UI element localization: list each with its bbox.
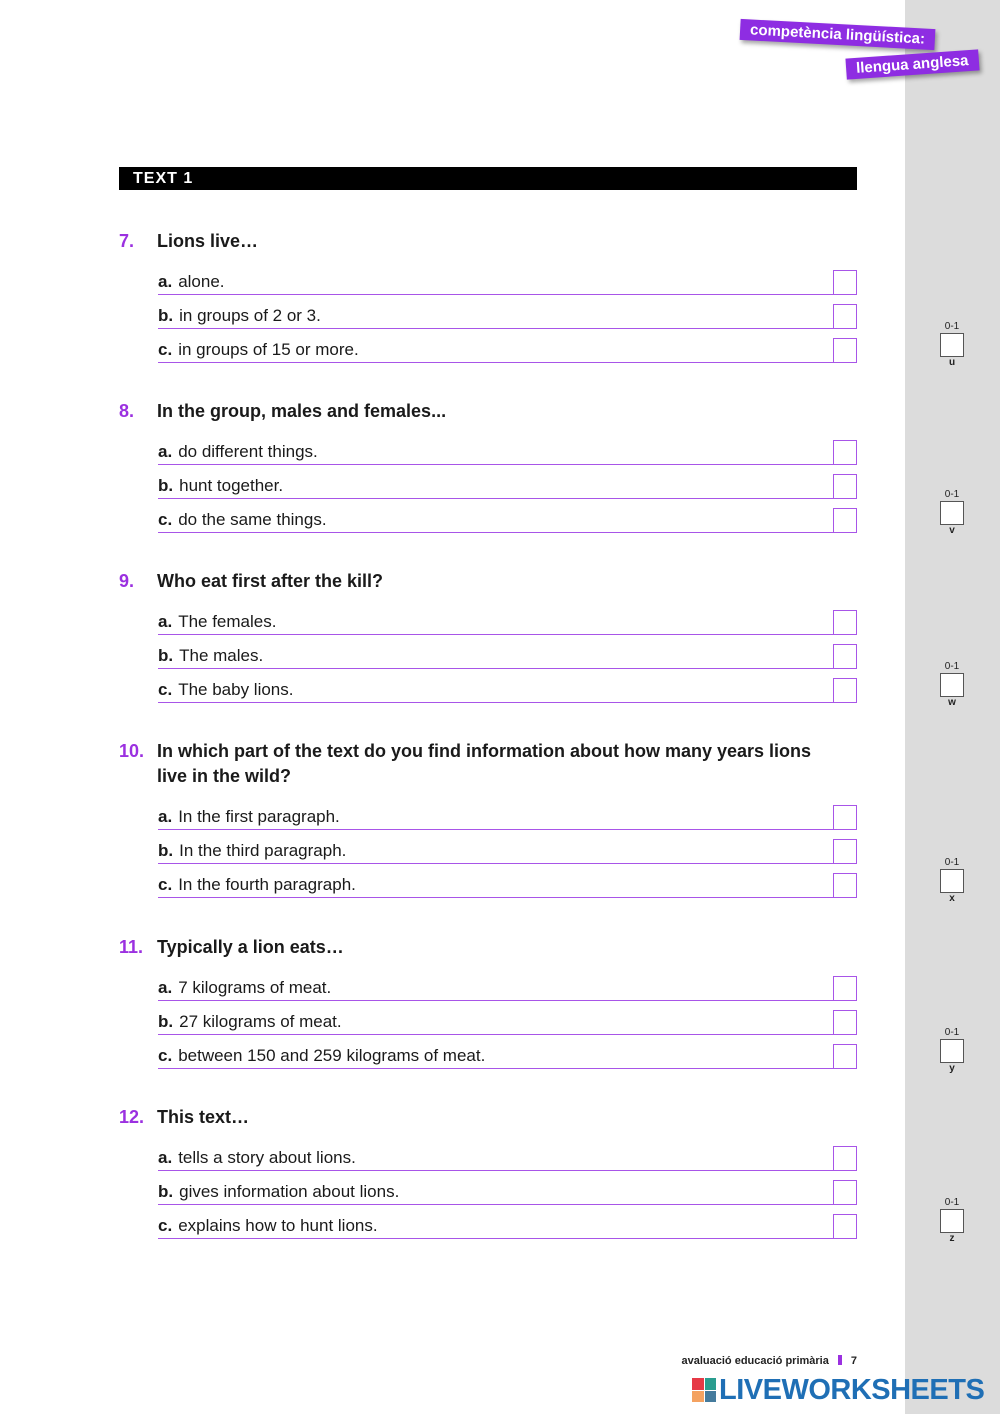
answer-checkbox[interactable]: [833, 1180, 857, 1204]
score-box[interactable]: [940, 1209, 964, 1233]
answer-checkbox[interactable]: [833, 474, 857, 498]
score-letter: u: [948, 357, 956, 368]
option-letter: a.: [158, 1148, 173, 1167]
question-number: 8.: [119, 401, 135, 421]
score-letter: w: [948, 697, 956, 708]
question-number: 12.: [119, 1107, 145, 1127]
question-8: [119, 399, 857, 533]
question-text: In which part of the text do you find information about how many years lions live in the wild?: [157, 741, 812, 786]
score-w: [938, 661, 966, 709]
option-a: [158, 1137, 857, 1171]
subject-tag-line2: llengua anglesa: [845, 49, 979, 79]
question-12: [119, 1105, 857, 1239]
score-letter: y: [949, 1063, 955, 1074]
answer-checkbox[interactable]: [833, 508, 857, 532]
option-a: [158, 601, 857, 635]
section-title: TEXT 1: [119, 167, 857, 190]
answer-checkbox[interactable]: [833, 270, 857, 294]
option-b: [158, 635, 857, 669]
option-c: [158, 329, 857, 363]
option-a: [158, 431, 857, 465]
question-number: 7.: [119, 231, 135, 251]
page-number: 7: [850, 1355, 857, 1367]
score-range: 0-1: [944, 661, 960, 672]
question-text: Typically a lion eats…: [157, 937, 344, 957]
answer-checkbox[interactable]: [833, 1010, 857, 1034]
option-letter: b.: [158, 306, 174, 325]
answer-checkbox[interactable]: [833, 976, 857, 1000]
score-range: 0-1: [944, 857, 960, 868]
score-u: [938, 321, 966, 369]
answer-checkbox[interactable]: [833, 440, 857, 464]
option-text: In the fourth paragraph.: [178, 875, 356, 894]
footer-label: avaluació educació primària: [681, 1355, 829, 1367]
score-v: [938, 489, 966, 537]
option-letter: c.: [158, 680, 173, 699]
score-range: 0-1: [944, 321, 960, 332]
option-c: [158, 1035, 857, 1069]
option-b: [158, 830, 857, 864]
score-range: 0-1: [944, 489, 960, 500]
page-footer: [620, 1355, 857, 1367]
answer-checkbox[interactable]: [833, 839, 857, 863]
question-9: [119, 569, 857, 703]
answer-checkbox[interactable]: [833, 1146, 857, 1170]
option-letter: c.: [158, 1216, 173, 1235]
score-y: [938, 1027, 966, 1075]
score-z: [938, 1197, 966, 1245]
option-letter: b.: [158, 1012, 174, 1031]
option-text: tells a story about lions.: [178, 1148, 356, 1167]
option-letter: a.: [158, 272, 173, 291]
option-text: in groups of 2 or 3.: [179, 306, 321, 325]
watermark-text: LIVEWORKSHEETS: [719, 1373, 985, 1406]
answer-checkbox[interactable]: [833, 644, 857, 668]
footer-separator: [838, 1355, 842, 1365]
option-b: [158, 1001, 857, 1035]
question-11: [119, 935, 857, 1069]
question-text: This text…: [157, 1107, 250, 1127]
score-x: [938, 857, 966, 905]
option-text: The baby lions.: [178, 680, 294, 699]
option-text: alone.: [178, 272, 225, 291]
liveworksheets-watermark: [692, 1373, 984, 1407]
liveworksheets-logo-icon: [692, 1378, 716, 1402]
option-letter: c.: [158, 875, 173, 894]
question-number: 11.: [119, 937, 144, 957]
score-box[interactable]: [940, 333, 964, 357]
option-text: in groups of 15 or more.: [178, 340, 359, 359]
option-text: The females.: [178, 612, 277, 631]
option-text: do the same things.: [178, 510, 327, 529]
question-10: [119, 739, 857, 898]
option-letter: a.: [158, 978, 173, 997]
score-box[interactable]: [940, 869, 964, 893]
option-letter: c.: [158, 340, 173, 359]
option-b: [158, 295, 857, 329]
option-text: gives information about lions.: [179, 1182, 400, 1201]
answer-checkbox[interactable]: [833, 1044, 857, 1068]
score-range: 0-1: [944, 1197, 960, 1208]
score-letter: z: [949, 1233, 955, 1244]
option-letter: b.: [158, 841, 174, 860]
option-c: [158, 1205, 857, 1239]
option-a: [158, 261, 857, 295]
option-c: [158, 669, 857, 703]
option-a: [158, 967, 857, 1001]
option-letter: c.: [158, 1046, 173, 1065]
option-letter: b.: [158, 476, 174, 495]
option-text: do different things.: [178, 442, 318, 461]
score-letter: v: [949, 525, 955, 536]
score-box[interactable]: [940, 501, 964, 525]
option-text: The males.: [179, 646, 264, 665]
answer-checkbox[interactable]: [833, 610, 857, 634]
option-text: 7 kilograms of meat.: [178, 978, 332, 997]
question-text: Lions live…: [157, 231, 259, 251]
option-letter: b.: [158, 1182, 174, 1201]
question-7: [119, 229, 857, 363]
option-text: In the first paragraph.: [178, 807, 340, 826]
answer-checkbox[interactable]: [833, 304, 857, 328]
score-letter: x: [949, 893, 955, 904]
option-text: between 150 and 259 kilograms of meat.: [178, 1046, 486, 1065]
question-number: 10.: [119, 741, 145, 761]
answer-checkbox[interactable]: [833, 805, 857, 829]
option-c: [158, 864, 857, 898]
option-b: [158, 465, 857, 499]
answer-checkbox[interactable]: [833, 338, 857, 362]
option-c: [158, 499, 857, 533]
question-text: In the group, males and females...: [157, 401, 447, 421]
score-range: 0-1: [944, 1027, 960, 1038]
option-text: 27 kilograms of meat.: [179, 1012, 342, 1031]
score-box[interactable]: [940, 1039, 964, 1063]
answer-checkbox[interactable]: [833, 678, 857, 702]
option-letter: b.: [158, 646, 174, 665]
option-letter: c.: [158, 510, 173, 529]
answer-checkbox[interactable]: [833, 1214, 857, 1238]
option-a: [158, 796, 857, 830]
option-text: In the third paragraph.: [179, 841, 347, 860]
option-text: hunt together.: [179, 476, 284, 495]
option-letter: a.: [158, 612, 173, 631]
answer-checkbox[interactable]: [833, 873, 857, 897]
subject-tag-line1: competència lingüística:: [740, 19, 936, 50]
option-b: [158, 1171, 857, 1205]
score-box[interactable]: [940, 673, 964, 697]
option-letter: a.: [158, 807, 173, 826]
option-letter: a.: [158, 442, 173, 461]
option-text: explains how to hunt lions.: [178, 1216, 378, 1235]
question-text: Who eat first after the kill?: [157, 571, 384, 591]
question-number: 9.: [119, 571, 135, 591]
